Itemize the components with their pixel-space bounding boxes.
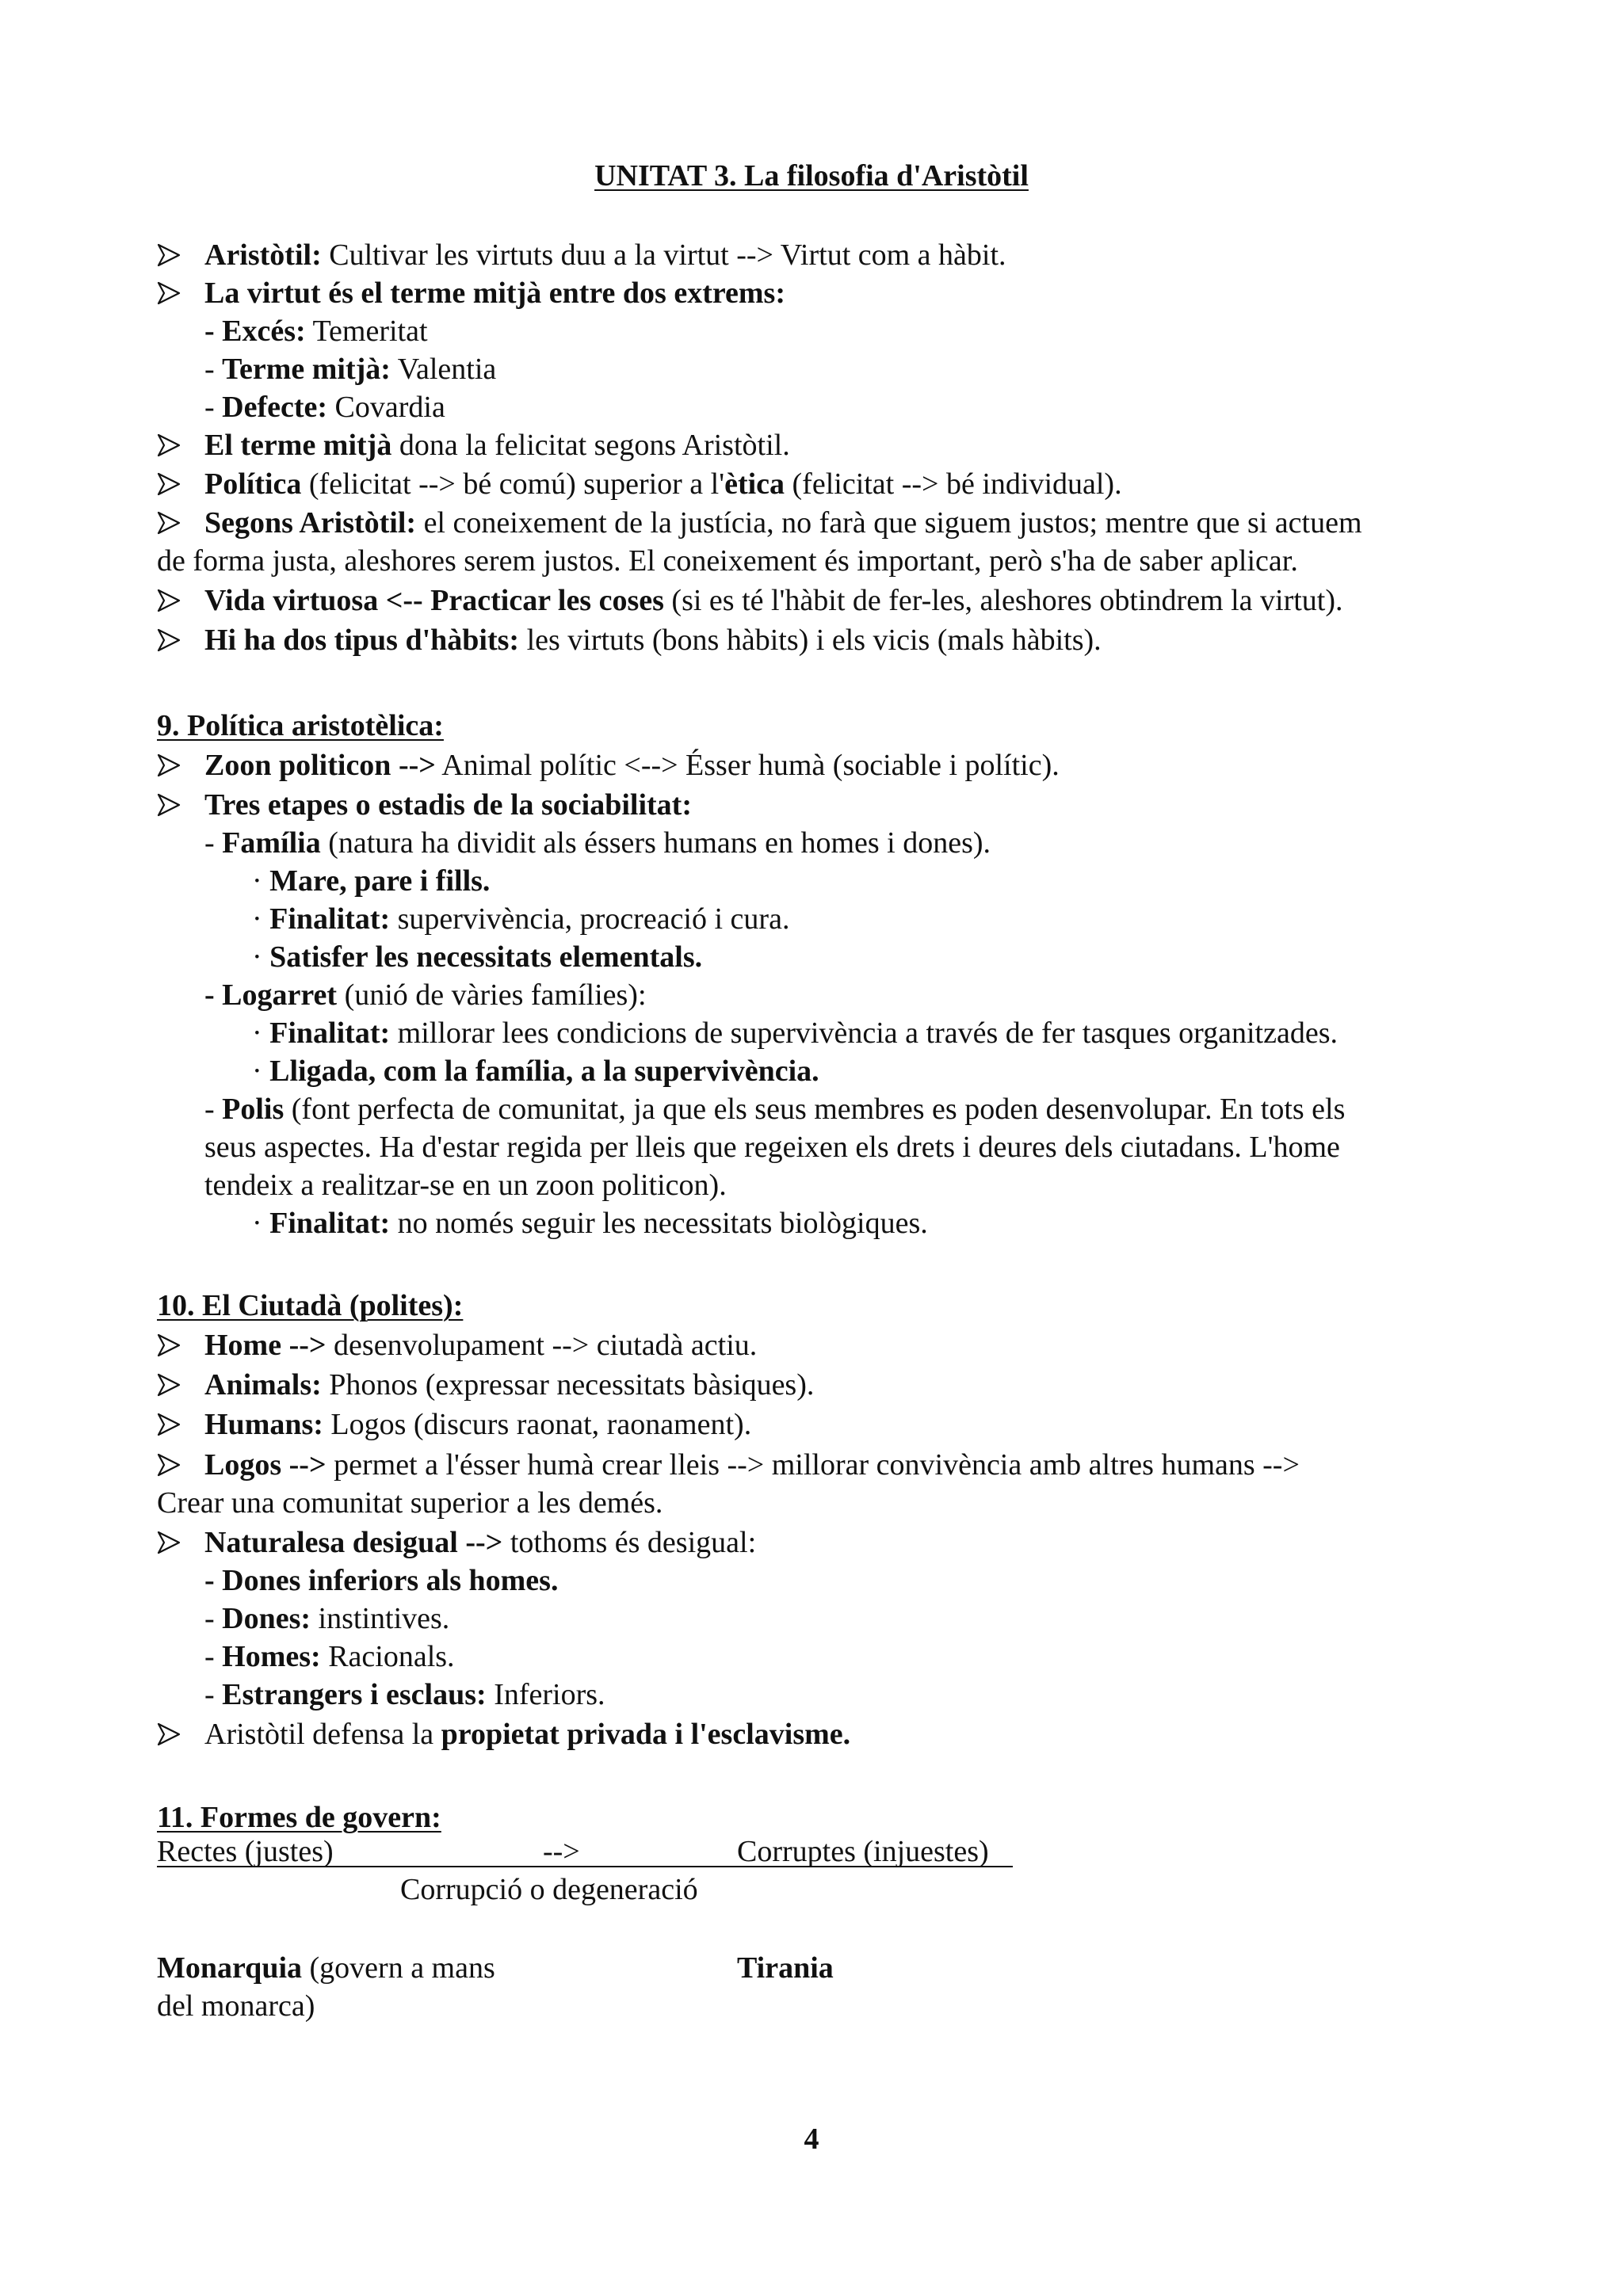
sub-dones-inferiors: - Dones inferiors als homes. [204, 1564, 559, 1597]
arrow-bullet-icon [157, 1722, 181, 1746]
header-corruptes: Corruptes (injuestes) [737, 1835, 989, 1868]
sub-estrangers: - Estrangers i esclaus: Inferiors. [204, 1678, 605, 1711]
sub-polis: - Polis (font perfecta de comunitat, ja que els seus membres es poden desenvolupar. En tots els [204, 1093, 1346, 1126]
continuation-text: tendeix a realitzar-se en un zoon politicon). [204, 1169, 727, 1202]
sub-exces: - Excés: Temeritat [204, 315, 428, 348]
arrow-bullet-icon [157, 433, 181, 457]
sub-mare-pare: · Mare, pare i fills. [252, 864, 491, 898]
arrow-bullet-icon [157, 281, 181, 305]
arrow-bullet-icon [157, 1453, 181, 1477]
bullet-vida-virtuosa: Vida virtuosa <-- Practicar les coses (si es té l'hàbit de fer-les, aleshores obtindrem la virtut). [204, 584, 1343, 617]
bullet-zoon-politicon: Zoon politicon --> Animal polític <--> Ésser humà (sociable i polític). [204, 749, 1060, 782]
bullet-virtut: La virtut és el terme mitjà entre dos extrems: [204, 277, 786, 310]
continuation-text: de forma justa, aleshores serem justos. El coneixement és important, però s'ha de saber aplicar. [157, 544, 1298, 578]
bullet-politica: Política (felicitat --> bé comú) superior a l'ètica (felicitat --> bé individual). [204, 467, 1122, 501]
sub-dones: - Dones: instintives. [204, 1602, 450, 1635]
arrow-bullet-icon [157, 1373, 181, 1397]
row-monarquia-cont: del monarca) [157, 1989, 315, 2023]
bullet-humans: Humans: Logos (discurs raonat, raonament). [204, 1408, 752, 1441]
sub-finalitat-familia: · Finalitat: supervivència, procreació i cura. [252, 902, 790, 936]
bullet-habits: Hi ha dos tipus d'hàbits: les virtuts (bons hàbits) i els vicis (mals hàbits). [204, 624, 1102, 657]
bullet-terme-mitja: El terme mitjà dona la felicitat segons Aristòtil. [204, 429, 790, 462]
row-tirania: Tirania [737, 1951, 834, 1985]
arrow-bullet-icon [157, 243, 181, 267]
bullet-segons-aristotil: Segons Aristòtil: el coneixement de la justícia, no farà que siguem justos; mentre que si actuem [204, 506, 1362, 540]
sub-familia: - Família (natura ha dividit als éssers humans en homes i dones). [204, 826, 991, 860]
bullet-propietat: Aristòtil defensa la propietat privada i l'esclavisme. [204, 1718, 851, 1751]
header-rectes: Rectes (justes) [157, 1835, 334, 1868]
bullet-home: Home --> desenvolupament --> ciutadà actiu. [204, 1329, 758, 1362]
bullet-naturalesa: Naturalesa desigual --> tothoms és desigual: [204, 1526, 757, 1559]
page-number: 4 [804, 2122, 819, 2156]
sub-logarret: - Logarret (unió de vàries famílies): [204, 978, 647, 1012]
bullet-tres-etapes: Tres etapes o estadis de la sociabilitat: [204, 788, 692, 822]
arrow-bullet-icon [157, 472, 181, 496]
section-heading-govern: 11. Formes de govern: [157, 1801, 441, 1834]
sub-finalitat-polis: · Finalitat: no només seguir les necessitats biològiques. [252, 1207, 928, 1240]
arrow-bullet-icon [157, 1333, 181, 1357]
bullet-animals: Animals: Phonos (expressar necessitats bàsiques). [204, 1368, 815, 1402]
arrow-bullet-icon [157, 793, 181, 817]
arrow-bullet-icon [157, 628, 181, 652]
section-heading-ciutada: 10. El Ciutadà (polites): [157, 1289, 464, 1322]
bullet-aristotil: Aristòtil: Cultivar les virtuts duu a la virtut --> Virtut com a hàbit. [204, 238, 1006, 272]
arrow-bullet-icon [157, 753, 181, 777]
arrow-bullet-icon [157, 511, 181, 535]
continuation-text: seus aspectes. Ha d'estar regida per lleis que regeixen els drets i deures dels ciutadans. L'home [204, 1131, 1340, 1164]
sub-satisfer: · Satisfer les necessitats elementals. [252, 940, 703, 974]
header-arrow: --> [543, 1835, 580, 1868]
bullet-logos: Logos --> permet a l'ésser humà crear lleis --> millorar convivència amb altres humans --> [204, 1448, 1300, 1482]
row-monarquia: Monarquia (govern a mans [157, 1951, 495, 1985]
sub-terme-mitja: - Terme mitjà: Valentia [204, 353, 497, 386]
arrow-bullet-icon [157, 1531, 181, 1554]
sub-homes: - Homes: Racionals. [204, 1640, 455, 1673]
section-heading-politica: 9. Política aristotèlica: [157, 709, 444, 742]
page-title: UNITAT 3. La filosofia d'Aristòtil [594, 159, 1029, 193]
arrow-bullet-icon [157, 1413, 181, 1436]
sub-lligada: · Lligada, com la família, a la supervivència. [252, 1055, 819, 1088]
arrow-bullet-icon [157, 589, 181, 612]
sub-defecte: - Defecte: Covardia [204, 391, 445, 424]
continuation-text: Crear una comunitat superior a les demés. [157, 1486, 663, 1520]
header-corrupcio: Corrupció o degeneració [400, 1873, 698, 1906]
sub-finalitat-logarret: · Finalitat: millorar lees condicions de supervivència a través de fer tasques organitzades. [252, 1016, 1338, 1050]
